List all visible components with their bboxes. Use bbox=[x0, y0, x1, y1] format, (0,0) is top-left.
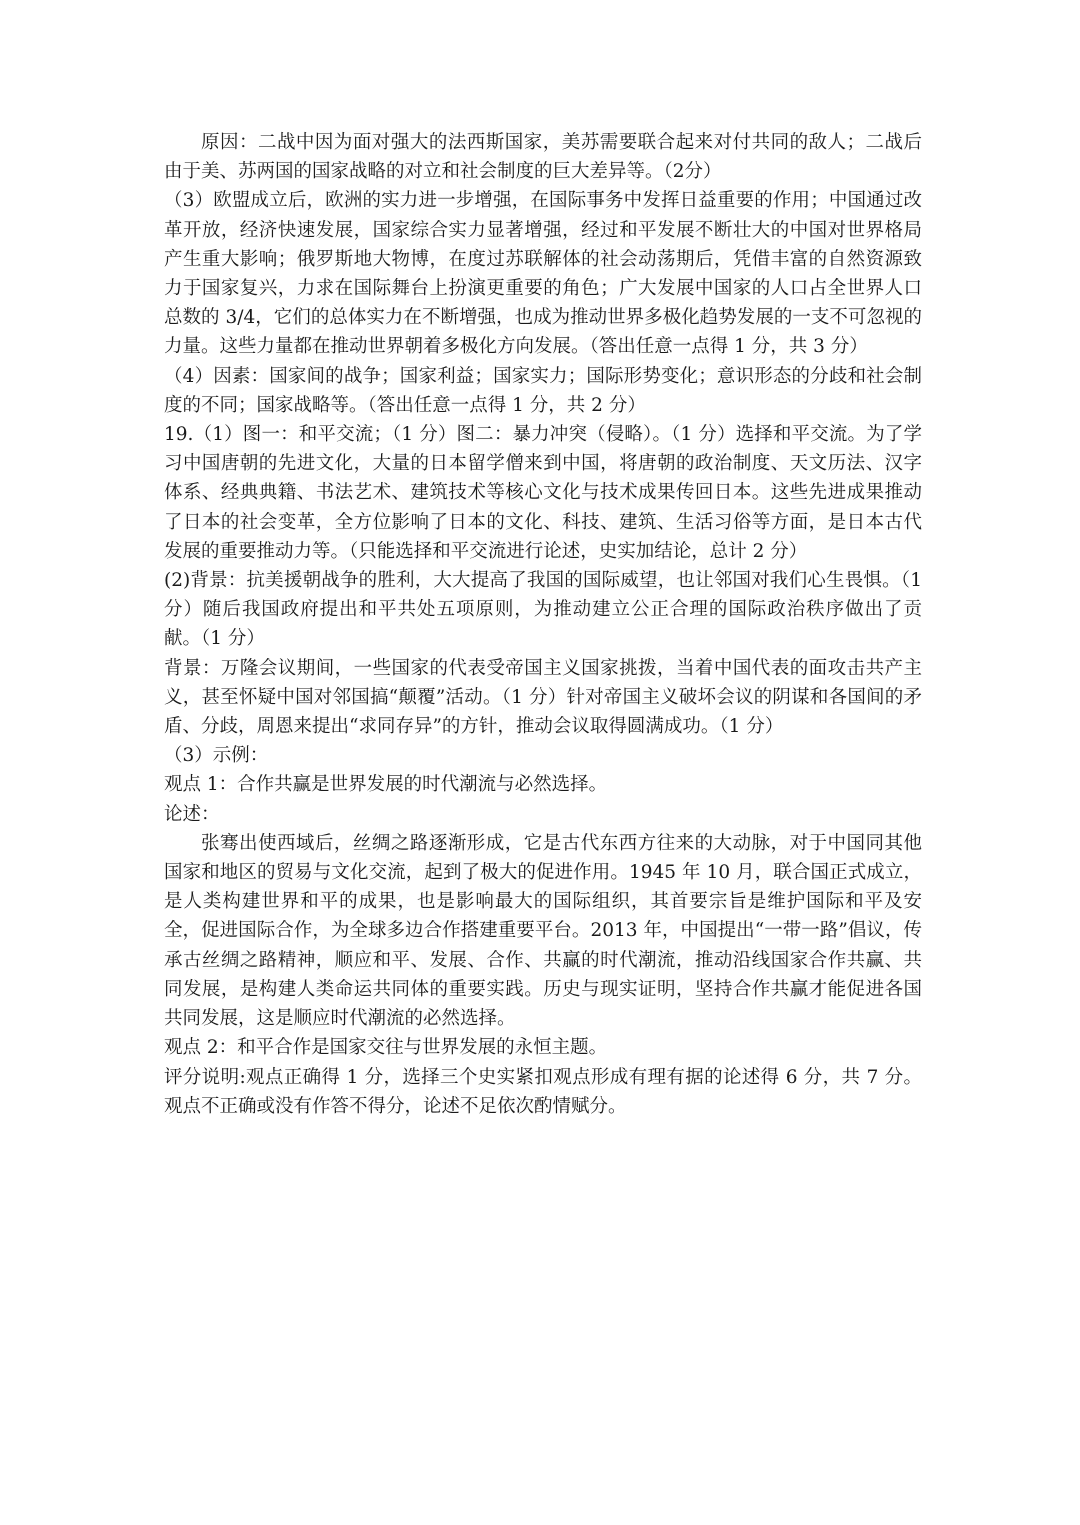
paragraph-question-19-2: (2)背景：抗美援朝战争的胜利，大大提高了我国的国际威望，也让邻国对我们心生畏惧。（1 分）随后我国政府提出和平共处五项原则，为推动建立公正合理的国际政治秩序做出了贡献。（1 分） bbox=[164, 570, 922, 650]
paragraph-scoring-notes: 评分说明:观点正确得 1 分，选择三个史实紧扣观点形成有理有据的论述得 6 分，共 7 分。观点不正确或没有作答不得分，论述不足依次酌情赋分。 bbox=[164, 1066, 922, 1117]
paragraph-viewpoint-1: 观点 1：合作共赢是世界发展的时代潮流与必然选择。 bbox=[164, 774, 608, 796]
paragraph-argument-label: 论述： bbox=[164, 803, 220, 825]
document-body bbox=[164, 128, 922, 1121]
paragraph-argument-body: 张骞出使西域后，丝绸之路逐渐形成，它是古代东西方往来的大动脉，对于中国同其他国家和地区的贸易与文化交流，起到了极大的促进作用。1945 年 10 月，联合国正式成立，是人类构建世界和平的成果，也是影响最大的国际组织，其首要宗旨是维护国际和平及安全，促进国际合作，为全球多边合作搭建重要平台。2013 年，中国提出“一带一路”倡议，传承古丝绸之路精神，顺应和平、发展、合作、共赢的时代潮流，推动沿线国家合作共赢、共同发展，是构建人类命运共同体的重要实践。历史与现实证明，坚持合作共赢才能促进各国共同发展，这是顺应时代潮流的必然选择。 bbox=[164, 832, 922, 1030]
paragraph-answer-3: （3）欧盟成立后，欧洲的实力进一步增强，在国际事务中发挥日益重要的作用；中国通过改革开放，经济快速发展，国家综合实力显著增强，经过和平发展不断壮大的中国对世界格局产生重大影响；俄罗斯地大物博，在度过苏联解体的社会动荡期后，凭借丰富的自然资源致力于国家复兴，力求在国际舞台上扮演更重要的角色；广大发展中国家的人口占全世界人口总数的 3/4，它们的总体实力在不断增强，也成为推动世界多极化趋势发展的一支不可忽视的力量。这些力量都在推动世界朝着多极化方向发展。（答出任意一点得 1 分，共 3 分） bbox=[164, 190, 922, 358]
paragraph-viewpoint-2: 观点 2：和平合作是国家交往与世界发展的永恒主题。 bbox=[164, 1037, 608, 1059]
paragraph-reason: 原因：二战中因为面对强大的法西斯国家，美苏需要联合起来对付共同的敌人；二战后由于美、苏两国的国家战略的对立和社会制度的巨大差异等。（2分） bbox=[164, 132, 922, 183]
paragraph-example-heading: （3）示例： bbox=[164, 745, 269, 767]
paragraph-background-bandung: 背景：万隆会议期间，一些国家的代表受帝国主义国家挑拨，当着中国代表的面攻击共产主义，甚至怀疑中国对邻国搞“颠覆”活动。（1 分）针对帝国主义破坏会议的阴谋和各国间的矛盾、分歧，周恩来提出“求同存异”的方针，推动会议取得圆满成功。（1 分） bbox=[164, 657, 922, 738]
paragraph-question-19-1: 19.（1）图一：和平交流；（1 分）图二：暴力冲突（侵略）。（1 分）选择和平交流。为了学习中国唐朝的先进文化，大量的日本留学僧来到中国，将唐朝的政治制度、天文历法、汉字体系、经典典籍、书法艺术、建筑技术等核心文化与技术成果传回日本。这些先进成果推动了日本的社会变革，全方位影响了日本的文化、科技、建筑、生活习俗等方面，是日本古代发展的重要推动力等。（只能选择和平交流进行论述，史实加结论，总计 2 分） bbox=[164, 424, 922, 562]
paragraph-answer-4: （4）因素：国家间的战争；国家利益；国家实力；国际形势变化；意识形态的分歧和社会制度的不同；国家战略等。（答出任意一点得 1 分，共 2 分） bbox=[164, 365, 922, 416]
